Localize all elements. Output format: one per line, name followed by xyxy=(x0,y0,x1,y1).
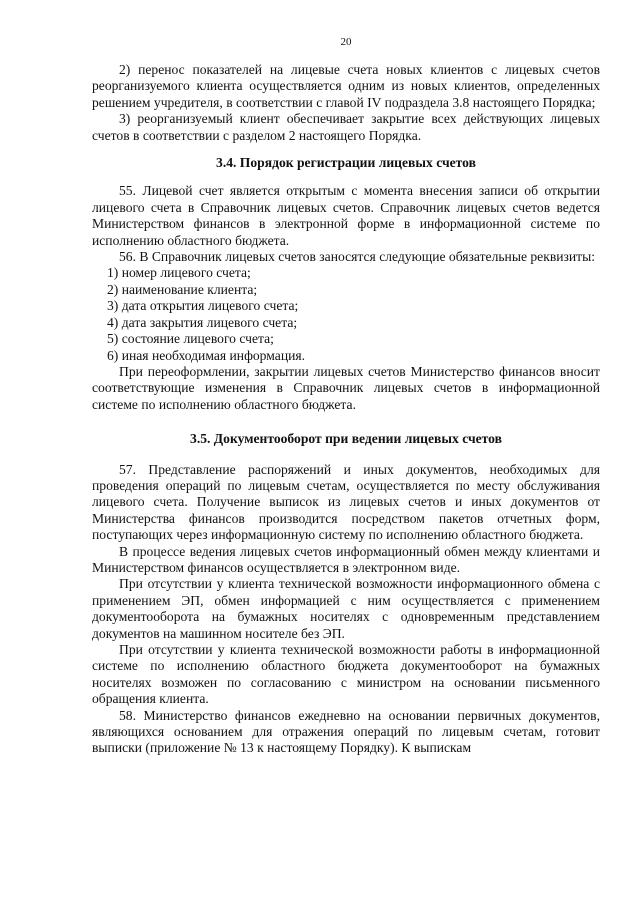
paragraph-57: 57. Представление распоряжений и иных документов, необходимых для проведения операций по лицевым счетам, осуществляется по месту обслуживания лицевого счета. Получение выписок из лицевых счетов и иных документов от Министерства финансов производится посредством пакетов отчетных форм, поступающих через информационную систему по исполнению областного бюджета. xyxy=(92,461,600,543)
paragraph-56: 56. В Справочник лицевых счетов заносятся следующие обязательные реквизиты: xyxy=(119,249,596,265)
section-heading-3-5: 3.5. Документооборот при ведении лицевых счетов xyxy=(190,431,502,447)
list-item: 5) состояние лицевого счета; xyxy=(107,331,274,347)
paragraph-electronic-exchange: В процессе ведения лицевых счетов информационный обмен между клиентами и Министерством финансов осуществляется в электронном виде. xyxy=(92,543,600,575)
page-number: 20 xyxy=(340,36,352,48)
paragraph-no-system-access: При отсутствии у клиента технической возможности работы в информационной системе по исполнению областного бюджета документооборот на бумажных носителях возможен по согласованию с министром на основании письменного обращения клиента. xyxy=(92,642,600,707)
paragraph-55: 55. Лицевой счет является открытым с момента внесения записи об открытии лицевого счета в Справочник лицевых счетов. Справочник лицевых счетов ведется Министерством финансов в электронной форме в информационной системе по исполнению областного бюджета. xyxy=(92,183,600,248)
section-heading-3-4: 3.4. Порядок регистрации лицевых счетов xyxy=(216,155,476,171)
paragraph-reformalization: При переоформлении, закрытии лицевых счетов Министерство финансов вносит соответствующие изменения в Справочник лицевых счетов в информационной системе по исполнению областного бюджета. xyxy=(92,363,600,412)
list-item: 2) наименование клиента; xyxy=(107,281,258,297)
list-item: 3) дата открытия лицевого счета; xyxy=(107,298,299,314)
paragraph-reorg-transfer: 2) перенос показателей на лицевые счета новых клиентов с лицевых счетов реорганизуемого клиента осуществляется одним из новых клиентов, определенных решением учредителя, в соответствии с главой IV подраздела 3.8 настоящего Порядка; xyxy=(92,62,600,110)
list-item: 4) дата закрытия лицевого счета; xyxy=(107,314,298,330)
list-item: 1) номер лицевого счета; xyxy=(107,265,251,281)
paragraph-reorg-close: 3) реорганизуемый клиент обеспечивает закрытие всех действующих лицевых счетов в соответствии с разделом 2 настоящего Порядка. xyxy=(92,111,600,143)
list-item: 6) иная необходимая информация. xyxy=(107,347,306,363)
paragraph-no-ep: При отсутствии у клиента технической возможности информационного обмена с применением ЭП, обмен информацией с ним осуществляется с применением документооборота на бумажных носителях с одновременным представлением документов на машинном носителе без ЭП. xyxy=(92,576,600,641)
paragraph-58: 58. Министерство финансов ежедневно на основании первичных документов, являющихся основанием для отражения операций по лицевым счетам, готовит выписки (приложение № 13 к настоящему Порядку). К выпискам xyxy=(92,707,600,756)
